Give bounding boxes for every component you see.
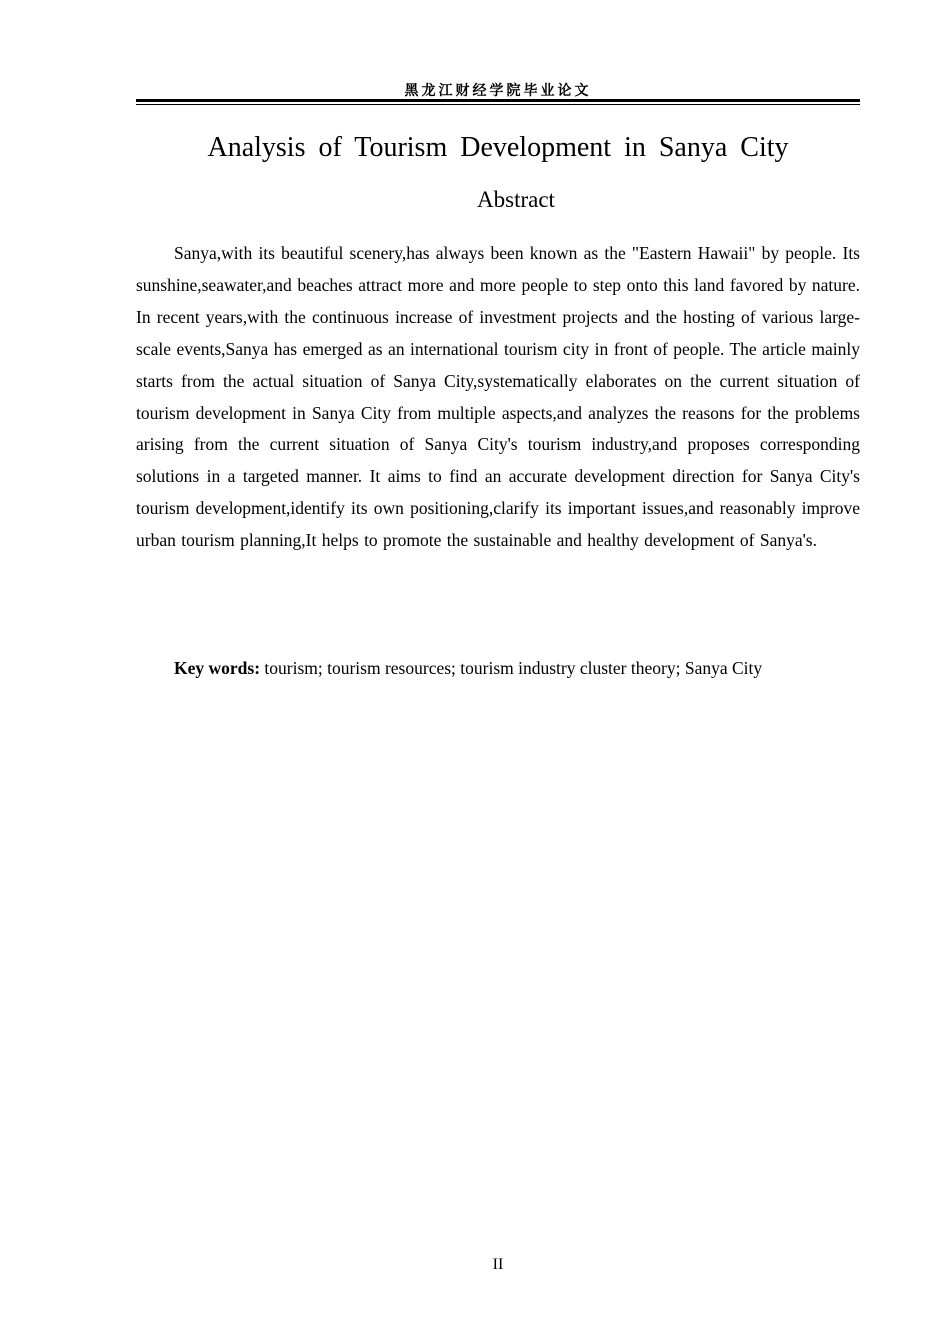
keywords-label: Key words: bbox=[174, 658, 261, 678]
keywords-list: tourism; tourism resources; tourism industry cluster theory; Sanya City bbox=[264, 658, 763, 678]
abstract-heading: Abstract bbox=[477, 187, 555, 212]
header-rule-thin bbox=[136, 104, 860, 105]
header-rule-thick bbox=[136, 99, 860, 102]
abstract-body: Sanya,with its beautiful scenery,has always been known as the "Eastern Hawaii" by people. Its sunshine,seawater,and beaches attract more and more people to step onto this land favored by nature. In recent years,with the continuous increase of investment projects and the hosting of various large-scale events,Sanya has emerged as an international tourism city in front of people. The article mainly starts from the actual situation of Sanya City,systematically elaborates on the current situation of tourism development in Sanya City from multiple aspects,and analyzes the reasons for the problems arising from the current situation of Sanya City's tourism industry,and proposes corresponding solutions in a targeted manner. It aims to find an accurate development direction for Sanya City's tourism development,identify its own positioning,clarify its important issues,and reasonably improve urban tourism planning,It helps to promote the sustainable and healthy development of Sanya's. bbox=[136, 243, 860, 551]
page-number: II bbox=[492, 1256, 504, 1273]
running-header: 黑龙江财经学院毕业论文 bbox=[404, 83, 592, 99]
paper-title: Analysis of Tourism Development in Sanya City bbox=[207, 132, 789, 163]
keywords-paragraph bbox=[136, 653, 860, 685]
